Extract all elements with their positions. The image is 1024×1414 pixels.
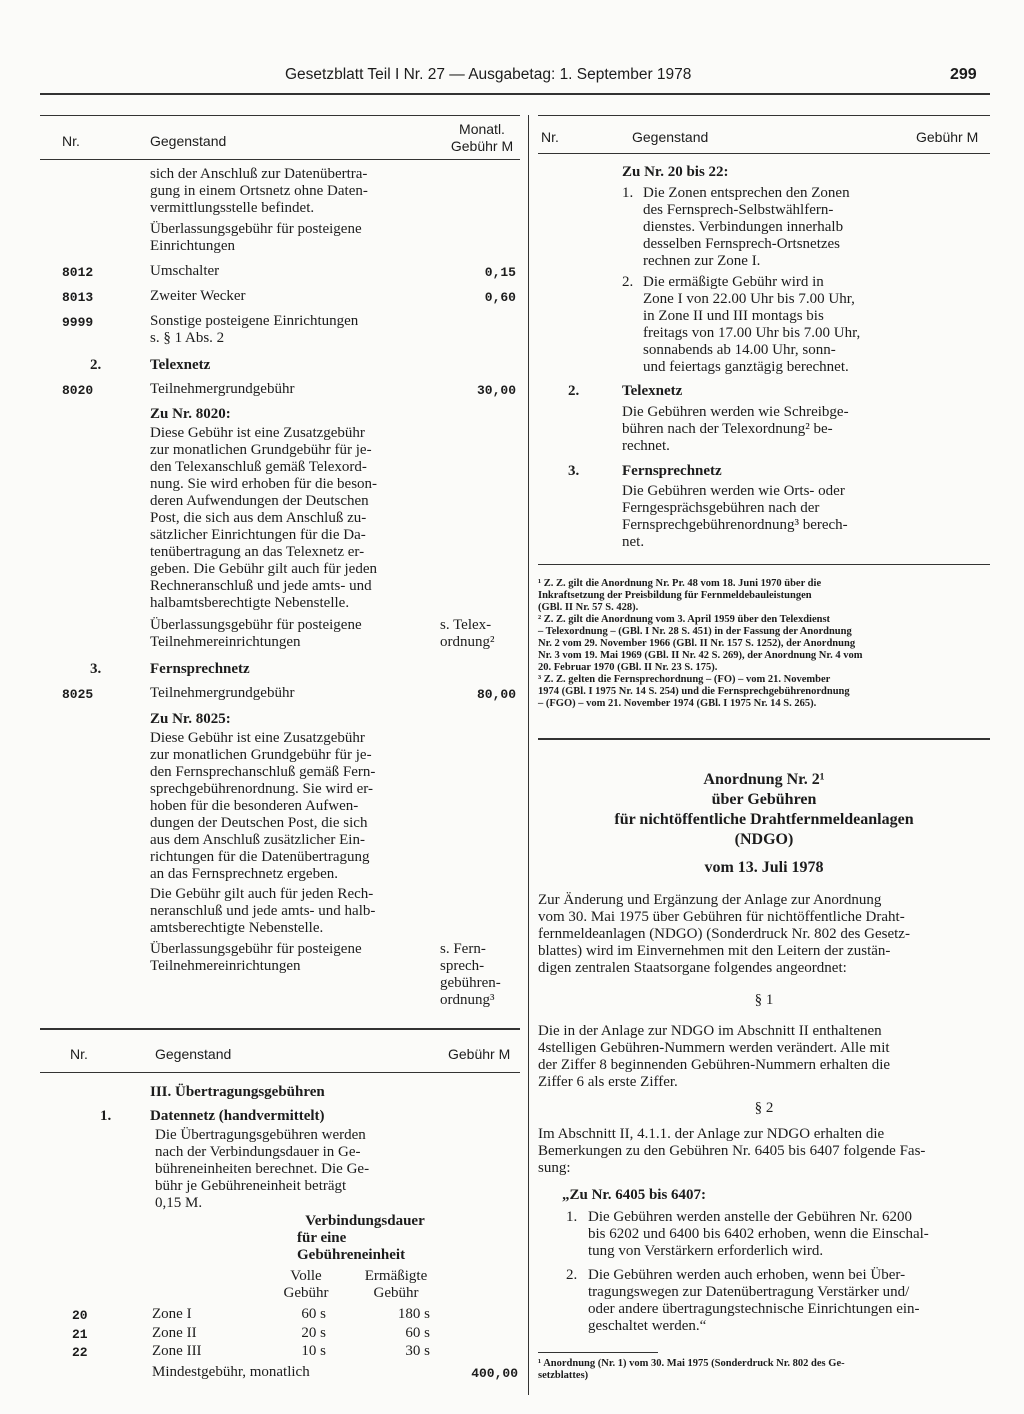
text-line: bis 6202 und 6400 bis 6402 erhoben, wenn die Einschal-	[588, 1226, 929, 1242]
left-col-gebuehr-l1: Monatl.	[459, 121, 505, 137]
zone-nr: 22	[72, 1345, 88, 1360]
row-fee: 0,15	[484, 265, 516, 280]
text-line: deren Aufwendungen der Deutschen	[150, 493, 369, 509]
text-line: desselben Fernsprech-Ortsnetzes	[643, 236, 841, 252]
text-line: geschaltet werden.“	[588, 1318, 707, 1334]
text-line: zur monatlichen Grundgebühr für je-	[150, 747, 372, 763]
zone-voll: 20 s	[301, 1325, 326, 1341]
text-line: ² Z. Z. gilt die Anordnung vom 3. April 1959 über den Telexdienst	[538, 614, 831, 625]
row-nr: 8013	[62, 290, 94, 305]
text-line: Rechneranschluß und jede amts- und	[150, 578, 372, 594]
text-line: Die ermäßigte Gebühr wird in	[643, 274, 824, 290]
left-col-gebuehr-l2: Gebühr M	[450, 138, 514, 154]
anordnung-date: vom 13. Juli 1978	[704, 859, 824, 876]
row-text: Sonstige posteigene Einrichtungen	[150, 313, 359, 329]
anordnung-separator	[538, 738, 990, 740]
left-table2-top-rule	[40, 1028, 520, 1030]
anordnung-title: über Gebühren	[711, 791, 817, 808]
ueberlassung-line: Teilnehmereinrichtungen	[150, 634, 301, 650]
section-nr: 2.	[90, 357, 102, 373]
text-line: den Fernsprechanschluß gemäß Fern-	[150, 764, 376, 780]
row-nr: 9999	[62, 315, 94, 330]
fee-reference: ordnung²	[440, 634, 495, 650]
text-line: tenübertragung an das Telexnetz er-	[150, 544, 365, 560]
fee-reference: s. Fern-	[440, 941, 486, 957]
text-line: Post, die sich aus dem Anschluß zu-	[150, 510, 367, 526]
text-line: tragungswegen zur Datenübertragung Verstärker und/	[588, 1284, 910, 1300]
right-col-nr: Nr.	[541, 129, 559, 145]
text-line: sung:	[538, 1160, 571, 1176]
text-line: an das Fernsprechnetz ergeben.	[150, 866, 338, 882]
right-col-gegenstand: Gegenstand	[632, 129, 709, 145]
right-col-gebuehr: Gebühr M	[916, 129, 979, 145]
text-line: und feiertags ganztägig berechnet.	[643, 359, 849, 375]
text-line: hoben für die besonderen Aufwen-	[150, 798, 359, 814]
row-text: Zweiter Wecker	[150, 288, 246, 304]
text-line: digen zentralen Staatsorgane folgendes angeordnet:	[538, 960, 847, 976]
text-line: ¹ Z. Z. gilt die Anordnung Nr. Pr. 48 vom 18. Juni 1970 über die	[538, 578, 822, 589]
text-line: ³ Z. Z. gelten die Fernsprechordnung – (FO) – vom 21. November	[538, 674, 831, 685]
left-table-header-rule	[40, 159, 520, 160]
ueberlassung-line: Überlassungsgebühr für posteigene	[150, 941, 362, 957]
ueberlassung-line: Überlassungsgebühr für posteigene	[150, 617, 362, 633]
text-line: zur monatlichen Grundgebühr für je-	[150, 442, 372, 458]
col-voll: Volle	[290, 1268, 322, 1284]
section-nr: 3.	[568, 463, 580, 479]
duration-header: Gebühreneinheit	[297, 1247, 406, 1263]
text-line: nung. Sie wird erhoben für die beson-	[150, 476, 378, 492]
text-line: Die Gebühr gilt auch für jeden Rech-	[150, 886, 374, 902]
text-line: 0,15 M.	[155, 1195, 203, 1211]
fee-reference: ordnung³	[440, 992, 495, 1008]
text-line: dungen der Deutschen Post, die sich	[150, 815, 368, 831]
ueberlassung-line: Einrichtungen	[150, 238, 235, 254]
duration-header: für eine	[297, 1230, 347, 1246]
row-nr: 8020	[62, 383, 94, 398]
text-line: tung von Verstärkern erforderlich wird.	[588, 1243, 824, 1259]
text-line: bühren nach der Telexordnung² be-	[622, 421, 833, 437]
zone-nr: 21	[72, 1327, 88, 1342]
paragraph-title: § 1	[754, 992, 774, 1008]
list-num: 1.	[566, 1209, 578, 1225]
section-nr: 3.	[90, 661, 102, 677]
list-num: 2.	[622, 274, 634, 290]
anordnung-footnote: ¹ Anordnung (Nr. 1) vom 30. Mai 1975 (Sonderdruck Nr. 802 des Ge-	[538, 1358, 845, 1369]
text-line: (GBl. II Nr. 57 S. 428).	[538, 602, 639, 613]
section-nr: 1.	[100, 1108, 112, 1124]
text-line: Die Übertragungsgebühren werden	[155, 1127, 366, 1143]
text-line: Ziffer 6 als erste Ziffer.	[538, 1074, 678, 1090]
text-line: freitags von 17.00 Uhr bis 7.00 Uhr,	[643, 325, 861, 341]
section-nr: 2.	[568, 383, 580, 399]
text-line: Bemerkungen zu den Gebühren Nr. 6405 bis 6407 folgende Fas-	[538, 1143, 926, 1159]
text-line: halbamtsberechtigte Nebenstelle.	[150, 595, 350, 611]
text-line: sätzlicher Einrichtungen für die Da-	[150, 527, 366, 543]
text-line: sprechgebührenordnung. Sie wird er-	[150, 781, 373, 797]
zone-name: Zone III	[152, 1343, 202, 1359]
row-nr: 8012	[62, 265, 94, 280]
text-line: Nr. 2 vom 29. November 1966 (GBl. II Nr. 157 S. 1252), der Anordnung	[538, 638, 856, 649]
zone-erm: 180 s	[397, 1306, 430, 1322]
section-title: Fernsprechnetz	[150, 661, 250, 677]
anordnung-title: (NDGO)	[734, 831, 794, 848]
text-line: 20. Februar 1970 (GBl. II Nr. 23 S. 175).	[538, 662, 718, 673]
page-number: 299	[950, 66, 977, 83]
text-line: Im Abschnitt II, 4.1.1. der Anlage zur NDGO erhalten die	[538, 1126, 885, 1142]
left-intro-line: gung in einem Ortsnetz ohne Daten-	[150, 183, 368, 199]
text-line: der Ziffer 8 beginnenden Gebühren-Nummern erhalten die	[538, 1057, 891, 1073]
row-text: Teilnehmergrundgebühr	[150, 381, 295, 397]
text-line: Diese Gebühr ist eine Zusatzgebühr	[150, 730, 365, 746]
text-line: oder andere übertragungstechnische Einrichtungen ein-	[588, 1301, 920, 1317]
zone-voll: 10 s	[301, 1343, 326, 1359]
row-text: s. § 1 Abs. 2	[150, 330, 225, 346]
text-line: geben. Die Gebühr gilt auch für jeden	[150, 561, 377, 577]
section-title: III. Übertragungsgebühren	[150, 1084, 325, 1100]
left-table-top-rule	[40, 115, 520, 116]
section-title: Telexnetz	[622, 383, 683, 399]
text-line: 1974 (GBl. I 1975 Nr. 14 S. 254) und die Fernsprechgebührenordnung	[538, 686, 850, 697]
zone-voll: 60 s	[301, 1306, 326, 1322]
text-line: den Telexanschluß gemäß Telexord-	[150, 459, 367, 475]
text-line: rechnen zur Zone I.	[643, 253, 761, 269]
text-line: – Telexordnung – (GBl. I Nr. 28 S. 451) in der Fassung der Anordnung	[538, 626, 852, 637]
col-ermaessigt: Ermäßigte	[364, 1268, 428, 1284]
text-line: amtsberechtigte Nebenstelle.	[150, 920, 324, 936]
left-intro-line: vermittlungsstelle befindet.	[150, 200, 315, 216]
text-line: 4stelligen Gebühren-Nummern werden verändert. Alle mit	[538, 1040, 890, 1056]
text-line: dienstes. Verbindungen innerhalb	[643, 219, 844, 235]
text-line: bühr je Gebühreneinheit beträgt	[155, 1178, 347, 1194]
header-rule	[40, 93, 990, 95]
text-line: bühreneinheiten berechnet. Die Ge-	[155, 1161, 370, 1177]
zone-erm: 60 s	[405, 1325, 430, 1341]
fee-reference: s. Telex-	[440, 617, 492, 633]
text-line: Die Gebühren werden wie Schreibge-	[622, 404, 849, 420]
row-nr: 8025	[62, 687, 94, 702]
text-line: Zone I von 22.00 Uhr bis 7.00 Uhr,	[643, 291, 855, 307]
right-table-top-rule	[538, 115, 990, 116]
text-line: richtungen für die Datenübertragung	[150, 849, 370, 865]
left2-col-gegenstand: Gegenstand	[155, 1046, 232, 1062]
text-line: Zur Änderung und Ergänzung der Anlage zur Anordnung	[538, 892, 882, 908]
note-title: Zu Nr. 8025:	[150, 711, 231, 727]
col-voll: Gebühr	[283, 1285, 329, 1301]
text-line: rechnet.	[622, 438, 670, 454]
column-divider	[528, 115, 529, 1395]
duration-header: Verbindungsdauer	[305, 1213, 425, 1229]
row-fee: 0,60	[484, 290, 516, 305]
fee-reference: gebühren-	[440, 975, 501, 991]
text-line: in Zone II und III montags bis	[643, 308, 824, 324]
anordnung-footnote: setzblattes)	[538, 1370, 589, 1381]
text-line: neranschluß und jede amts- und halb-	[150, 903, 376, 919]
list-num: 1.	[622, 185, 634, 201]
text-line: net.	[622, 534, 645, 550]
min-fee-value: 400,00	[471, 1366, 518, 1381]
page-header-title: Gesetzblatt Teil I Nr. 27 — Ausgabetag: 1. September 1978	[285, 66, 692, 83]
left-col-nr: Nr.	[62, 133, 80, 149]
zone-name: Zone II	[152, 1325, 197, 1341]
min-fee-label: Mindestgebühr, monatlich	[152, 1364, 310, 1380]
row-text: Umschalter	[150, 263, 220, 279]
text-line: vom 30. Mai 1975 über Gebühren für nichtöffentliche Draht-	[538, 909, 905, 925]
anordnung-title: Anordnung Nr. 2¹	[703, 771, 825, 788]
anordnung-title: für nichtöffentliche Drahtfernmeldeanlagen	[614, 811, 914, 828]
text-line: Diese Gebühr ist eine Zusatzgebühr	[150, 425, 365, 441]
text-line: Die Gebühren werden wie Orts- oder	[622, 483, 845, 499]
footnote-rule	[538, 1352, 658, 1353]
paragraph-title: § 2	[754, 1100, 774, 1116]
row-fee: 30,00	[476, 383, 516, 398]
left-table2-header-rule	[40, 1072, 520, 1073]
ueberlassung-line: Teilnehmereinrichtungen	[150, 958, 301, 974]
text-line: aus dem Anschluß zusätzlicher Ein-	[150, 832, 365, 848]
text-line: blattes) wird im Einvernehmen mit den Leitern der zustän-	[538, 943, 891, 959]
zone-name: Zone I	[152, 1306, 192, 1322]
ueberlassung-line: Überlassungsgebühr für posteigene	[150, 221, 362, 237]
text-line: Die Zonen entsprechen den Zonen	[643, 185, 850, 201]
right-table-bottom-rule	[538, 564, 990, 565]
text-line: Inkraftsetzung der Preisbildung für Fernmeldebauleistungen	[538, 590, 812, 601]
list-num: 2.	[566, 1267, 578, 1283]
right-table-header-rule	[538, 153, 990, 154]
col-ermaessigt: Gebühr	[373, 1285, 419, 1301]
text-line: Die Gebühren werden anstelle der Gebühren Nr. 6200	[588, 1209, 913, 1225]
left2-col-nr: Nr.	[70, 1046, 88, 1062]
section-title: Datennetz (handvermittelt)	[150, 1108, 325, 1124]
text-line: fernmeldeanlagen (NDGO) (Sonderdruck Nr. 802 des Gesetz-	[538, 926, 910, 942]
fee-reference: sprech-	[440, 958, 485, 974]
text-line: Nr. 3 vom 19. Mai 1969 (GBl. II Nr. 42 S. 269), der Anordnung Nr. 4 vom	[538, 650, 863, 661]
left2-col-gebuehr: Gebühr M	[448, 1046, 511, 1062]
row-fee: 80,00	[476, 687, 516, 702]
text-line: – (FGO) – vom 21. November 1974 (GBl. I 1975 Nr. 14 S. 265).	[538, 698, 817, 709]
text-line: Die in der Anlage zur NDGO im Abschnitt II enthaltenen	[538, 1023, 882, 1039]
text-line: Die Gebühren werden auch erhoben, wenn bei Über-	[588, 1267, 906, 1283]
text-line: sonnabends ab 14.00 Uhr, sonn-	[643, 342, 836, 358]
text-line: Fernsprechgebührenordnung³ berech-	[622, 517, 848, 533]
left-col-gegenstand: Gegenstand	[150, 133, 227, 149]
zone-nr: 20	[72, 1308, 88, 1323]
text-line: Ferngesprächsgebühren nach der	[622, 500, 820, 516]
left-intro-line: sich der Anschluß zur Datenübertra-	[150, 166, 368, 182]
row-text: Teilnehmergrundgebühr	[150, 685, 295, 701]
zone-erm: 30 s	[405, 1343, 430, 1359]
section-title: Fernsprechnetz	[622, 463, 722, 479]
note-title: Zu Nr. 8020:	[150, 406, 231, 422]
text-line: des Fernsprech-Selbstwählfern-	[643, 202, 834, 218]
section-title: Telexnetz	[150, 357, 211, 373]
note-title: Zu Nr. 20 bis 22:	[622, 164, 729, 180]
text-line: nach der Verbindungsdauer in Ge-	[155, 1144, 361, 1160]
quote-title: „Zu Nr. 6405 bis 6407:	[562, 1187, 707, 1203]
